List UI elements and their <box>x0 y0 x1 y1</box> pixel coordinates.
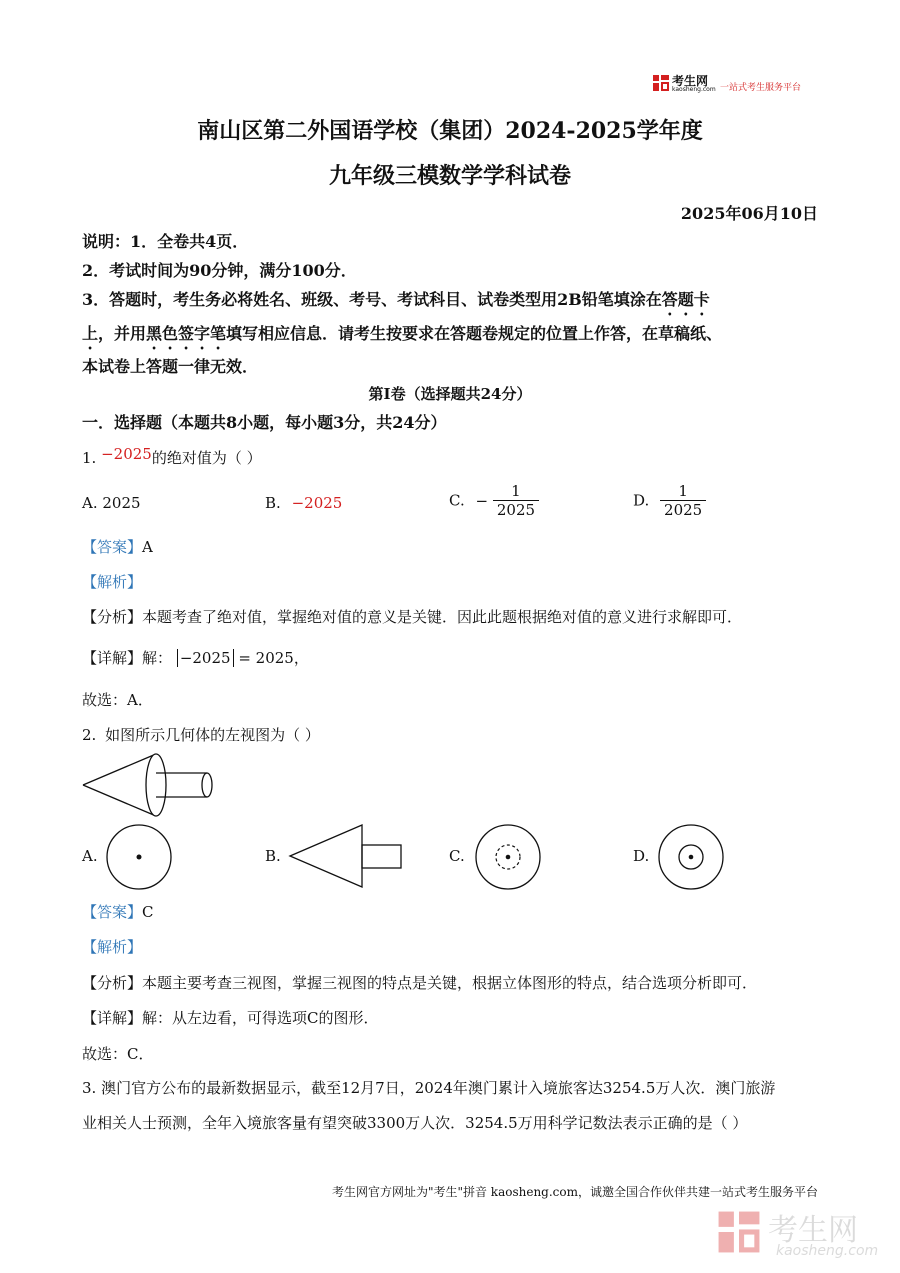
q2-option-c[interactable] <box>449 847 465 865</box>
q1-fenxi <box>82 606 742 627</box>
q2-option-b-label: B. <box>265 847 281 865</box>
q2-option-d-label: D. <box>633 847 650 865</box>
q1-text: 的绝对值为（ ） <box>151 449 262 467</box>
q2-fenxi <box>82 972 757 993</box>
footer-text: 考生网官方网址为"考生"拼音 kaosheng.com，诚邀全国合作伙伴共建一站式考生服务平台 <box>331 1185 818 1199</box>
logo-cn: 考生网 <box>672 74 709 88</box>
logo-en: kaosheng.com <box>672 86 716 93</box>
q1-option-c[interactable] <box>449 482 539 519</box>
q1-option-c-denominator: 2025 <box>496 501 536 519</box>
note-2: 2．考试时间为90分钟，满分100分． <box>82 261 357 280</box>
q1-detail-abs: −2025 <box>177 649 234 667</box>
q2-option-a-figure <box>104 822 174 892</box>
q1-choose: 故选：A． <box>82 691 153 709</box>
watermark-en: kaosheng.com <box>776 1243 879 1259</box>
q1-detail <box>82 647 309 668</box>
q1-option-d-numerator: 1 <box>678 482 688 500</box>
q2-fenxi-text: 本题主要考查三视图，掌握三视图的特点是关键，根据立体图形的特点，结合选项分析即可． <box>142 974 758 992</box>
fenxi-tag: 【分析】 <box>82 974 143 992</box>
q1-option-d[interactable] <box>633 482 706 519</box>
q2-detail <box>82 1007 379 1028</box>
q1-analysis-tag: 【解析】 <box>82 573 143 591</box>
note-3-text-d: 填写相应信息．请考生按要求在答题卷规定的位置上作答，在草稿纸、 <box>226 324 723 343</box>
q2-answer-value: C <box>142 903 154 921</box>
q2-option-a[interactable] <box>82 847 98 865</box>
note-3-line1 <box>82 287 710 319</box>
q1-answer-value: A <box>142 538 153 556</box>
q1-option-b[interactable] <box>265 494 342 512</box>
q1-option-d-denominator: 2025 <box>664 501 703 519</box>
note-3-emphasis-on: 上 <box>82 324 99 343</box>
part1-title: 第Ⅰ卷（选择题共24分） <box>368 385 532 403</box>
section1-title: 一．选择题（本题共8小题，每小题3分，共24分） <box>82 413 447 432</box>
q2-option-d-figure <box>656 822 726 892</box>
q2-choose: 故选：C． <box>82 1045 154 1063</box>
note-3-line3: 本试卷上答题一律无效． <box>82 357 259 376</box>
q2-option-a-label: A. <box>82 847 98 865</box>
answer-tag: 【答案】 <box>82 903 143 921</box>
q3-stem-line1: 3. 澳门官方公布的最新数据显示，截至12月7日，2024年澳门累计入境旅客达3254.5万人次．澳门旅游 <box>82 1079 776 1097</box>
q2-stem <box>82 724 320 745</box>
q2-option-c-figure <box>473 822 543 892</box>
page-title-line1: 南山区第二外国语学校（集团）2024-2025学年度 <box>197 118 703 144</box>
note-3-emphasis-card: 答题卡 <box>661 290 710 309</box>
q1-option-b-value: −2025 <box>291 494 343 512</box>
logo-slogan: 一站式考生服务平台 <box>720 83 802 93</box>
header-logo[interactable] <box>652 72 822 96</box>
watermark-logo-icon <box>716 1209 762 1255</box>
q1-option-c-sign: − <box>475 491 489 510</box>
q1-option-c-numerator: 1 <box>511 482 521 500</box>
q1-detail-post: = 2025， <box>238 649 309 667</box>
note-3-text-a: 3．答题时，考生务必将姓名、班级、考号、考试科目、试卷类型用2B铅笔填涂在 <box>82 290 662 309</box>
q1-option-d-fraction <box>660 482 706 519</box>
q1-answer <box>82 536 153 557</box>
q2-option-c-label: C. <box>449 847 465 865</box>
detail-tag: 【详解】 <box>82 649 143 667</box>
note-3-text-c: ，并用 <box>98 324 147 343</box>
q1-option-c-fraction <box>493 482 539 519</box>
q2-option-d[interactable] <box>633 847 649 865</box>
page-title-line2: 九年级三模数学学科试卷 <box>328 163 571 189</box>
q1-option-d-label: D. <box>633 491 650 510</box>
q2-option-b[interactable] <box>265 847 281 865</box>
fenxi-tag: 【分析】 <box>82 608 143 626</box>
q2-number: 2. <box>82 726 97 744</box>
q1-option-b-label: B. <box>265 494 281 512</box>
watermark <box>716 1203 896 1263</box>
q1-fenxi-text: 本题考查了绝对值，掌握绝对值的意义是关键．因此此题根据绝对值的意义进行求解即可． <box>142 608 743 626</box>
note-3-line2 <box>82 321 722 353</box>
note-1: 说明：1．全卷共4页． <box>82 232 249 251</box>
watermark-cn: 考生网 <box>768 1213 858 1248</box>
q1-stem <box>82 447 262 468</box>
q1-detail-pre: 解： <box>142 649 173 667</box>
q2-analysis-tag: 【解析】 <box>82 938 143 956</box>
logo-mark-icon <box>652 74 670 92</box>
q1-value: −2025 <box>101 445 152 463</box>
q2-solid-figure <box>80 752 220 822</box>
q1-option-a[interactable]: A. 2025 <box>82 494 141 512</box>
answer-tag: 【答案】 <box>82 538 143 556</box>
q1-option-c-label: C. <box>449 491 465 510</box>
q1-number: 1. <box>82 449 97 467</box>
q2-option-b-figure <box>286 822 406 892</box>
note-3-emphasis-pen: 黑色签字笔 <box>146 324 227 343</box>
q2-answer <box>82 901 154 922</box>
q2-text: 如图所示几何体的左视图为（ ） <box>105 726 320 744</box>
q2-detail-text: 解：从左边看，可得选项C的图形． <box>142 1009 379 1027</box>
q3-stem-line2: 业相关人士预测，全年入境旅客量有望突破3300万人次．3254.5万用科学记数法表示正确的是（ ） <box>82 1114 748 1132</box>
exam-date: 2025年06月10日 <box>680 204 818 223</box>
detail-tag: 【详解】 <box>82 1009 143 1027</box>
